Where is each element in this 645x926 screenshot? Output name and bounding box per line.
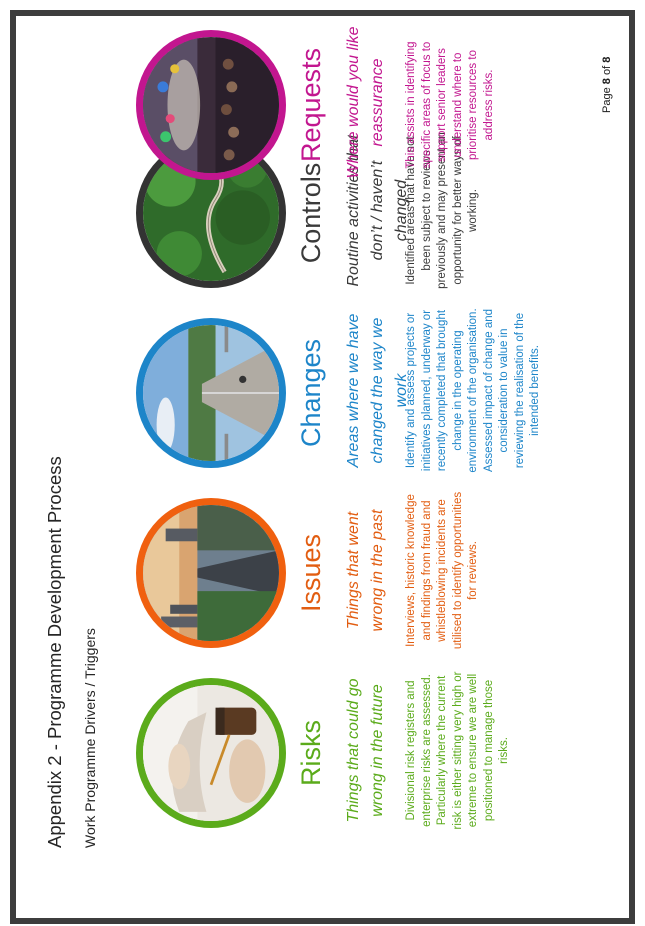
changes-description: Identify and assess projects or initiatives planned, underway or recently completed that brought change in the operating environment of the organisation. Assessed impact of change and consideration to value in reviewing the realisation of the intended benefits.	[405, 308, 541, 473]
page-title: Appendix 2 - Programme Development Process	[44, 456, 65, 848]
risks-image	[136, 678, 286, 828]
page-current: 8	[601, 78, 613, 85]
changes-heading: Changes	[296, 338, 326, 448]
risks-heading: Risks	[296, 720, 326, 786]
requests-tagline: Where would you like reassurance	[345, 26, 386, 179]
page-subtitle: Work Programme Drivers / Triggers	[82, 628, 98, 848]
requests-heading: Requests	[296, 47, 326, 163]
requests-description: This assists in identifying specific areas of focus to support senior leaders understand where to prioritise resources to address risks.	[405, 41, 495, 169]
issues-image	[136, 498, 286, 648]
issues-description: Interviews, historic knowledge and findings from fraud and whistleblowing incidents are utilised to identify opportunities for reviews.	[405, 491, 479, 650]
requests-image	[136, 30, 286, 180]
page-label: Page	[601, 87, 613, 113]
page-number	[601, 57, 613, 113]
changes-tagline: Areas where we have changed the way we work	[345, 313, 410, 468]
page-total: 8	[601, 56, 613, 63]
controls-heading: Controls	[296, 162, 326, 264]
issues-tagline: Things that went wrong in the past	[345, 509, 386, 632]
rotated-content	[16, 16, 629, 918]
controls-description: Identified areas that have not been subject to reviews previously and may present an opportunity for better ways of working.	[405, 132, 479, 289]
page-frame	[10, 10, 635, 924]
changes-image	[136, 318, 286, 468]
risks-tagline: Things that could go wrong in the future	[345, 678, 386, 823]
issues-heading: Issues	[296, 533, 326, 613]
page-of: of	[601, 65, 613, 76]
controls-tagline: Routine activities that don’t / haven’t changed	[345, 134, 410, 287]
risks-description: Divisional risk registers and enterprise risks are assessed. Particularly where the current risk is either sitting very high or extreme to ensure we are well positioned to manage those risks.	[405, 671, 510, 830]
